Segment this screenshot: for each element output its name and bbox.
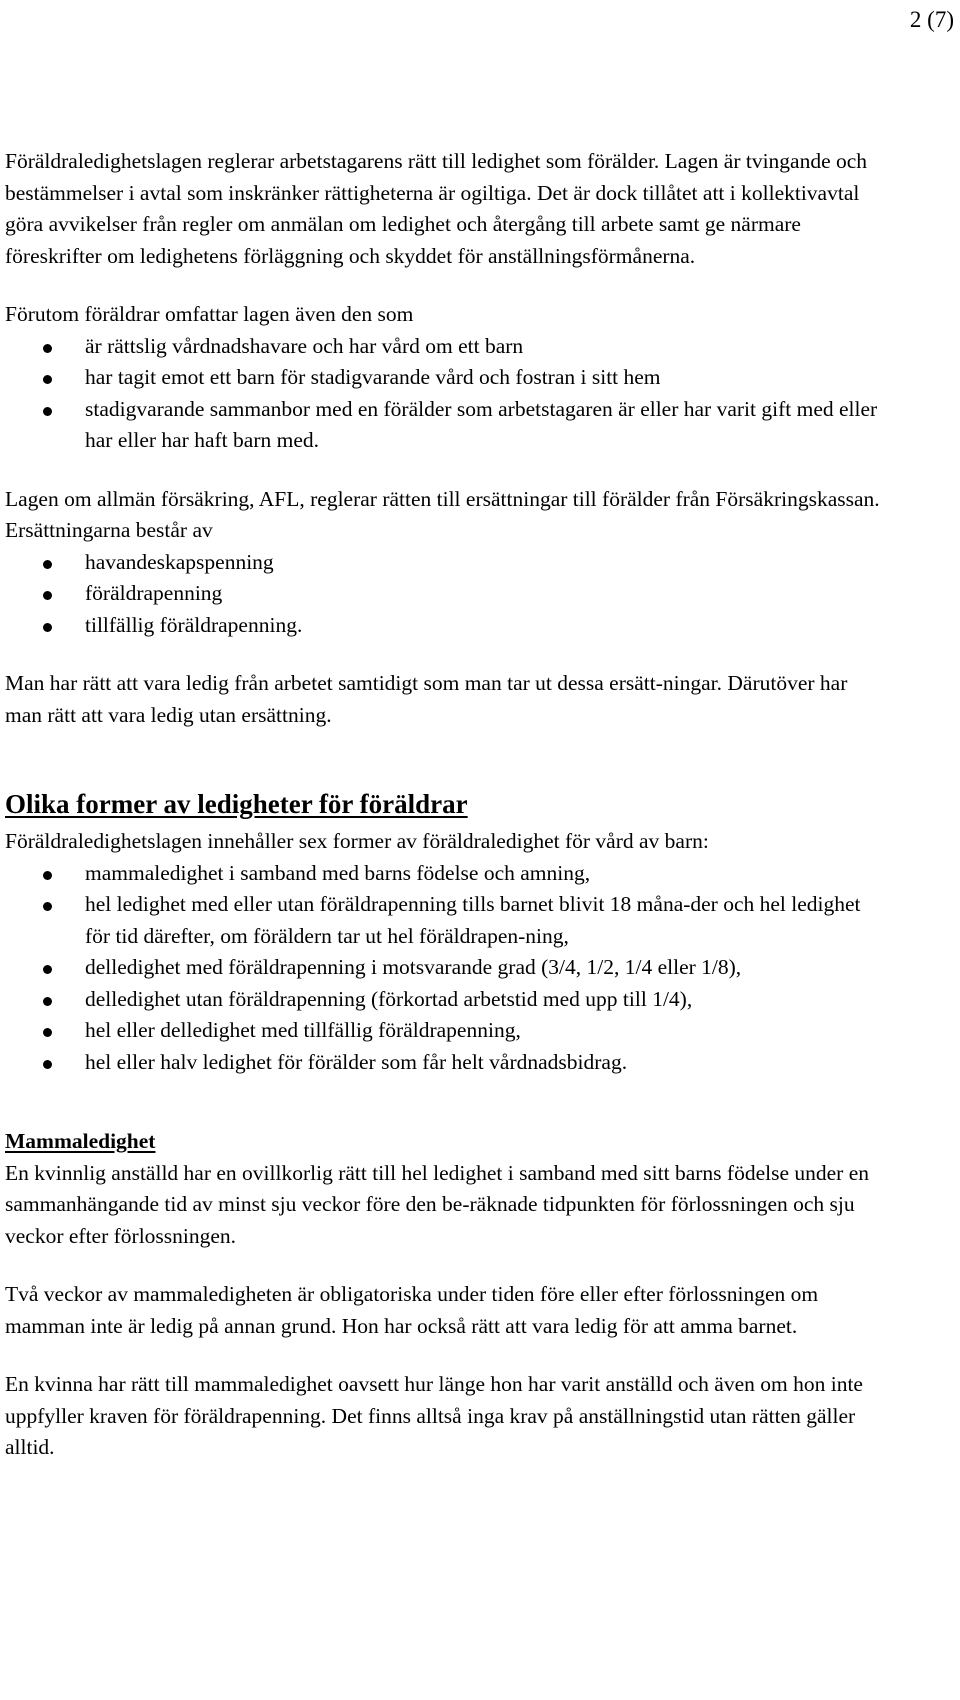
bullet-icon bbox=[43, 560, 52, 569]
mamma-paragraph-2: Två veckor av mammaledigheten är obligatoriska under tiden före eller efter förlossningen om mamman inte är ledig på annan grund. Hon har också rätt att vara ledig för att amma barnet. bbox=[5, 1282, 819, 1338]
covered-persons-list bbox=[5, 331, 885, 457]
list-item: hel eller halv ledighet för förälder som får helt vårdnadsbidrag. bbox=[5, 1047, 885, 1079]
list-item: delledighet utan föräldrapenning (förkortad arbetstid med upp till 1/4), bbox=[5, 984, 885, 1016]
bullet-icon bbox=[43, 1028, 52, 1037]
bullet-icon bbox=[43, 871, 52, 880]
bullet-icon bbox=[43, 1060, 52, 1069]
intro-paragraph-2 bbox=[5, 299, 885, 457]
intro-paragraph-3 bbox=[5, 484, 885, 642]
leave-forms-list bbox=[5, 858, 885, 1079]
list-item: tillfällig föräldrapenning. bbox=[5, 610, 885, 642]
bullet-icon bbox=[43, 965, 52, 974]
intro-paragraph-2-lead: Förutom föräldrar omfattar lagen även den som bbox=[5, 302, 414, 326]
intro-paragraph-4: Man har rätt att vara ledig från arbetet samtidigt som man tar ut dessa ersätt-ningar. Därutöver har man rätt att vara ledig utan ersättning. bbox=[5, 671, 848, 727]
intro-paragraph-1: Föräldraledighetslagen reglerar arbetstagarens rätt till ledighet som förälder. Lagen är tvingande och bestämmelser i avtal som inskränker rättigheterna är ogiltiga. Det är dock tillåtet att i kollektivavtal göra avvikelser från regler om anmälan om ledighet och återgång till arbete samt ge närmare föreskrifter om ledighetens förläggning och skyddet för anställningsförmånerna. bbox=[5, 149, 868, 268]
mamma-paragraph-1: En kvinnlig anställd har en ovillkorlig rätt till hel ledighet i samband med sitt barns födelse under en sammanhängande tid av minst sju veckor före den be-räknade tidpunkten för förlossningen och sju veckor efter förlossningen. bbox=[5, 1160, 869, 1248]
mamma-paragraph-3: En kvinna har rätt till mammaledighet oavsett hur länge hon har varit anställd och även om hon inte uppfyller kraven för föräldrapenning. Det finns alltså inga krav på anställningstid utan rätten gäller alltid. bbox=[5, 1372, 863, 1459]
bullet-icon bbox=[43, 344, 52, 353]
list-item: mammaledighet i samband med barns födelse och amning, bbox=[5, 858, 885, 890]
list-item: har tagit emot ett barn för stadigvarande vård och fostran i sitt hem bbox=[5, 362, 885, 394]
bullet-icon bbox=[43, 623, 52, 632]
list-item: föräldrapenning bbox=[5, 578, 885, 610]
bullet-icon bbox=[43, 591, 52, 600]
document-body bbox=[5, 146, 885, 1464]
intro-paragraph-3-lead: Lagen om allmän försäkring, AFL, reglerar rätten till ersättningar till förälder från Försäkringskassan. Ersättningarna består av bbox=[5, 486, 880, 542]
section-heading-mammaledighet: Mammaledighet bbox=[5, 1129, 156, 1153]
list-item: hel eller delledighet med tillfällig föräldrapenning, bbox=[5, 1015, 885, 1047]
compensation-list bbox=[5, 547, 885, 642]
list-item: delledighet med föräldrapenning i motsvarande grad (3/4, 1/2, 1/4 eller 1/8), bbox=[5, 952, 885, 984]
bullet-icon bbox=[43, 997, 52, 1006]
bullet-icon bbox=[43, 902, 52, 911]
section-heading-forms: Olika former av ledigheter för föräldrar bbox=[5, 789, 468, 819]
list-item: havandeskapspenning bbox=[5, 547, 885, 579]
list-item: hel ledighet med eller utan föräldrapenning tills barnet blivit 18 måna-der och hel ledighet för tid därefter, om föräldern tar ut hel föräldrapen-ning, bbox=[5, 889, 885, 952]
forms-lead: Föräldraledighetslagen innehåller sex former av föräldraledighet för vård av barn: bbox=[5, 829, 709, 853]
list-item: är rättslig vårdnadshavare och har vård om ett barn bbox=[5, 331, 885, 363]
bullet-icon bbox=[43, 375, 52, 384]
bullet-icon bbox=[43, 407, 52, 416]
page-number: 2 (7) bbox=[909, 7, 954, 32]
list-item: stadigvarande sammanbor med en förälder som arbetstagaren är eller har varit gift med eller har eller har haft barn med. bbox=[5, 394, 885, 457]
